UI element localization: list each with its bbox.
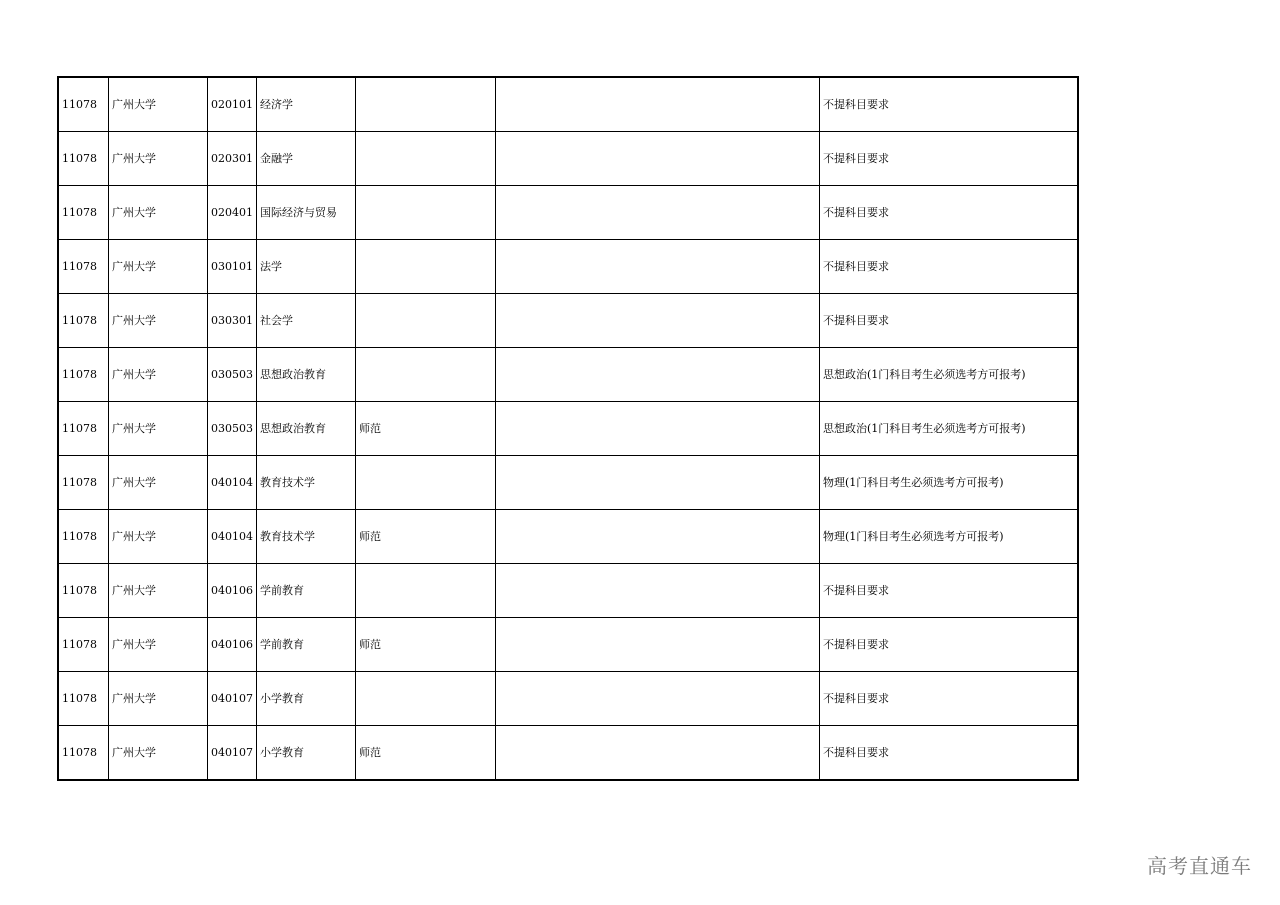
major-type-cell: 师范: [356, 618, 496, 672]
school-code-cell: 11078: [58, 348, 109, 402]
major-name-cell: 法学: [257, 240, 356, 294]
major-name-cell: 学前教育: [257, 564, 356, 618]
school-code-cell: 11078: [58, 240, 109, 294]
table-body: [58, 77, 1078, 780]
major-name-cell: 小学教育: [257, 726, 356, 781]
major-code-cell: 030301: [208, 294, 257, 348]
major-code-cell: 040106: [208, 564, 257, 618]
major-name-cell: 思想政治教育: [257, 402, 356, 456]
major-code-cell: 020401: [208, 186, 257, 240]
note-cell: [496, 618, 820, 672]
school-name-cell: 广州大学: [109, 402, 208, 456]
school-code-cell: 11078: [58, 672, 109, 726]
major-type-cell: 师范: [356, 402, 496, 456]
note-cell: [496, 186, 820, 240]
major-name-cell: 经济学: [257, 77, 356, 132]
subject-requirement-cell: 物理(1门科目考生必须选考方可报考): [820, 510, 1079, 564]
note-cell: [496, 294, 820, 348]
school-name-cell: 广州大学: [109, 456, 208, 510]
note-cell: [496, 564, 820, 618]
note-cell: [496, 456, 820, 510]
note-cell: [496, 510, 820, 564]
subject-requirement-cell: 思想政治(1门科目考生必须选考方可报考): [820, 348, 1079, 402]
school-name-cell: 广州大学: [109, 132, 208, 186]
major-name-cell: 学前教育: [257, 618, 356, 672]
table-row: [58, 510, 1078, 564]
major-code-cell: 020101: [208, 77, 257, 132]
subject-requirement-cell: 思想政治(1门科目考生必须选考方可报考): [820, 402, 1079, 456]
major-code-cell: 040107: [208, 726, 257, 781]
school-name-cell: 广州大学: [109, 240, 208, 294]
table-row: [58, 456, 1078, 510]
major-name-cell: 金融学: [257, 132, 356, 186]
subject-requirement-cell: 不提科目要求: [820, 294, 1079, 348]
major-type-cell: [356, 564, 496, 618]
major-code-cell: 040104: [208, 510, 257, 564]
major-type-cell: 师范: [356, 726, 496, 781]
major-type-cell: [356, 294, 496, 348]
school-name-cell: 广州大学: [109, 510, 208, 564]
school-code-cell: 11078: [58, 510, 109, 564]
school-name-cell: 广州大学: [109, 77, 208, 132]
table-row: [58, 402, 1078, 456]
school-code-cell: 11078: [58, 132, 109, 186]
major-code-cell: 040107: [208, 672, 257, 726]
major-type-cell: [356, 132, 496, 186]
school-code-cell: 11078: [58, 726, 109, 781]
major-name-cell: 教育技术学: [257, 510, 356, 564]
school-name-cell: 广州大学: [109, 294, 208, 348]
major-type-cell: [356, 240, 496, 294]
major-code-cell: 030101: [208, 240, 257, 294]
school-code-cell: 11078: [58, 456, 109, 510]
school-code-cell: 11078: [58, 402, 109, 456]
major-type-cell: 师范: [356, 510, 496, 564]
major-type-cell: [356, 672, 496, 726]
major-name-cell: 思想政治教育: [257, 348, 356, 402]
school-name-cell: 广州大学: [109, 618, 208, 672]
note-cell: [496, 348, 820, 402]
table-row: [58, 348, 1078, 402]
major-code-cell: 040104: [208, 456, 257, 510]
note-cell: [496, 402, 820, 456]
table-row: [58, 77, 1078, 132]
table-row: [58, 564, 1078, 618]
major-code-cell: 030503: [208, 402, 257, 456]
table-row: [58, 240, 1078, 294]
major-type-cell: [356, 348, 496, 402]
subject-requirement-cell: 不提科目要求: [820, 240, 1079, 294]
subject-requirement-cell: 物理(1门科目考生必须选考方可报考): [820, 456, 1079, 510]
major-name-cell: 国际经济与贸易: [257, 186, 356, 240]
major-type-cell: [356, 456, 496, 510]
note-cell: [496, 240, 820, 294]
subject-requirements-table: [57, 76, 1079, 781]
major-name-cell: 教育技术学: [257, 456, 356, 510]
school-name-cell: 广州大学: [109, 726, 208, 781]
table-row: [58, 726, 1078, 781]
subject-requirement-cell: 不提科目要求: [820, 726, 1079, 781]
note-cell: [496, 672, 820, 726]
subject-requirement-cell: 不提科目要求: [820, 618, 1079, 672]
watermark-text: 高考直通车: [1147, 854, 1252, 878]
major-type-cell: [356, 77, 496, 132]
subject-requirement-cell: 不提科目要求: [820, 186, 1079, 240]
table-row: [58, 672, 1078, 726]
school-name-cell: 广州大学: [109, 348, 208, 402]
table-row: [58, 132, 1078, 186]
major-code-cell: 030503: [208, 348, 257, 402]
note-cell: [496, 77, 820, 132]
major-code-cell: 040106: [208, 618, 257, 672]
subject-requirement-cell: 不提科目要求: [820, 564, 1079, 618]
major-name-cell: 社会学: [257, 294, 356, 348]
major-name-cell: 小学教育: [257, 672, 356, 726]
major-code-cell: 020301: [208, 132, 257, 186]
school-code-cell: 11078: [58, 294, 109, 348]
note-cell: [496, 726, 820, 781]
table-row: [58, 186, 1078, 240]
table-row: [58, 294, 1078, 348]
school-name-cell: 广州大学: [109, 186, 208, 240]
school-name-cell: 广州大学: [109, 564, 208, 618]
school-code-cell: 11078: [58, 186, 109, 240]
table-row: [58, 618, 1078, 672]
school-name-cell: 广州大学: [109, 672, 208, 726]
school-code-cell: 11078: [58, 618, 109, 672]
major-type-cell: [356, 186, 496, 240]
subject-requirement-cell: 不提科目要求: [820, 672, 1079, 726]
school-code-cell: 11078: [58, 77, 109, 132]
note-cell: [496, 132, 820, 186]
subject-requirement-cell: 不提科目要求: [820, 132, 1079, 186]
school-code-cell: 11078: [58, 564, 109, 618]
subject-requirement-cell: 不提科目要求: [820, 77, 1079, 132]
